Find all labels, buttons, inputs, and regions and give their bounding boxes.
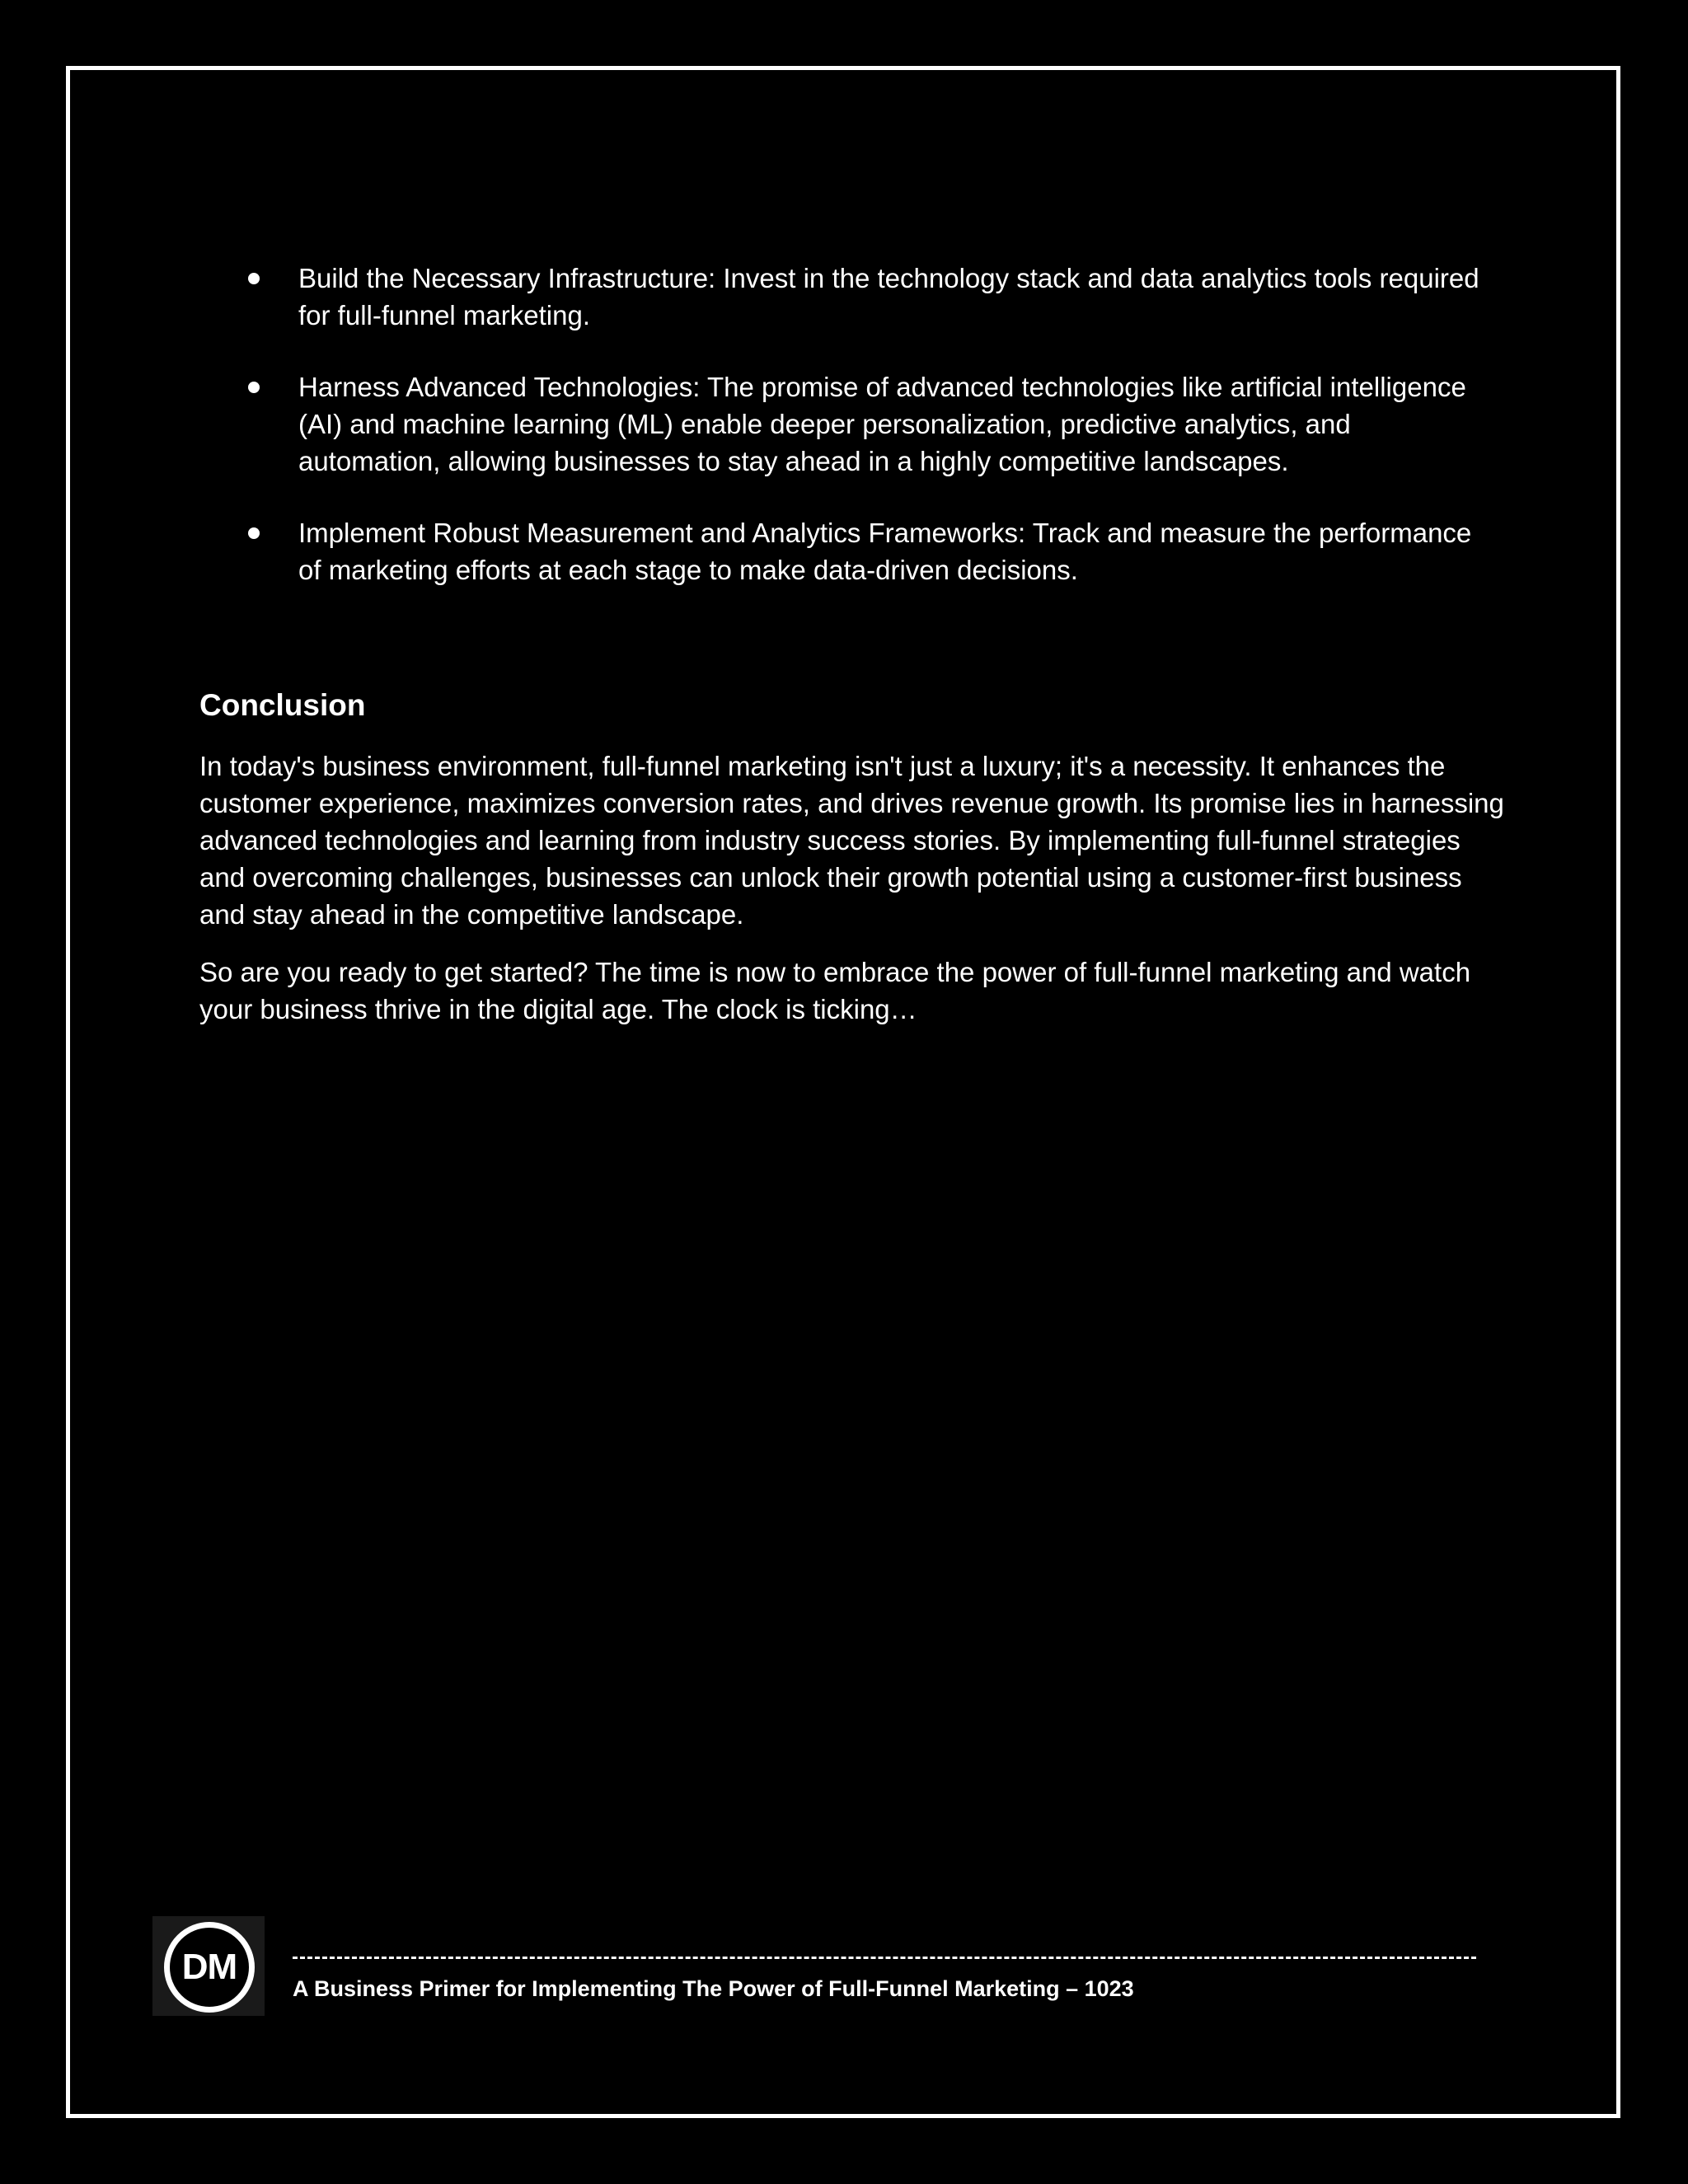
bullet-item (243, 514, 1496, 588)
bullet-text: Build the Necessary Infrastructure: Invest in the technology stack and data analytics tools required for full-funnel marketing. (298, 263, 1479, 330)
footer-text: A Business Primer for Implementing The Power of Full-Funnel Marketing – 1023 (293, 1976, 1134, 2001)
dm-logo-text: DM (181, 1947, 237, 1987)
dm-logo-circle-icon (164, 1922, 255, 2013)
bullet-text: Implement Robust Measurement and Analytics Frameworks: Track and measure the performance of marketing efforts at each stage to make data-driven decisions. (298, 518, 1472, 585)
footer-dashed-rule (293, 1957, 1476, 1959)
dm-logo (152, 1916, 265, 2016)
bullet-text: Harness Advanced Technologies: The promise of advanced technologies like artificial intelligence (AI) and machine learning (ML) enable deeper personalization, predictive analytics, and automation, allowing businesses to stay ahead in a highly competitive landscapes. (298, 372, 1466, 476)
bullet-dot-icon (248, 527, 260, 539)
conclusion-paragraph-1: In today's business environment, full-funnel marketing isn't just a luxury; it's a necessity. It enhances the customer experience, maximizes conversion rates, and drives revenue growth. Its promise lies in harnessing advanced technologies and learning from industry success stories. By implementing full-funnel strategies and overcoming challenges, businesses can unlock their growth potential using a customer-first business and stay ahead in the competitive landscape. (199, 751, 1504, 930)
bullet-dot-icon (248, 382, 260, 393)
conclusion-paragraph-2: So are you ready to get started? The time is now to embrace the power of full-funnel marketing and watch your business thrive in the digital age. The clock is ticking… (199, 957, 1471, 1024)
bullet-dot-icon (248, 273, 260, 284)
conclusion-heading: Conclusion (199, 688, 366, 722)
bullet-item (243, 260, 1496, 334)
bullet-list (243, 260, 1496, 623)
bullet-item (243, 368, 1496, 480)
